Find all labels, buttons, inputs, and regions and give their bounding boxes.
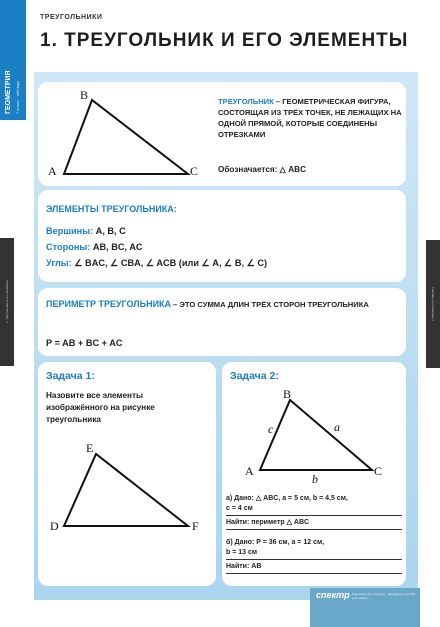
vertex-e-label: E [86, 441, 94, 455]
task2-b-given-cont: b = 13 см [226, 548, 402, 560]
section-label: ТРЕУГОЛЬНИКИ [40, 14, 103, 21]
page-title: 1. ТРЕУГОЛЬНИК И ЕГО ЭЛЕМЕНТЫ [40, 30, 409, 51]
main-triangle-figure [40, 86, 210, 184]
side-c-label: c [268, 422, 274, 436]
publisher-logo: спектр [316, 590, 350, 600]
task2-heading: Задача 2: [230, 370, 279, 382]
perimeter-definition: ПЕРИМЕТР ТРЕУГОЛЬНИКА – ЭТО СУММА ДЛИН ТРЁХ СТОРОН ТРЕУГОЛЬНИКА [46, 299, 369, 309]
triangle-definition: ТРЕУГОЛЬНИК – ГЕОМЕТРИЧЕСКАЯ ФИГУРА, СОСТОЯЩАЯ ИЗ ТРЁХ ТОЧЕК, НЕ ЛЕЖАЩИХ НА ОДНОЙ ПРЯМОЙ, КОТОРЫЕ СОЕДИНЕНЫ ОТРЕЗКАМИ [218, 97, 402, 139]
vertex-a-label: A [245, 464, 254, 478]
subject-label: ГЕОМЕТРИЯ 7 класс · таблицы [5, 70, 20, 114]
task1-triangle-figure [46, 440, 206, 540]
sides-line: Стороны: AB, BC, AC [46, 242, 143, 252]
side-a-label: a [334, 420, 340, 434]
task2-a-given-cont: c = 4 см [226, 504, 402, 516]
elements-heading: ЭЛЕМЕНТЫ ТРЕУГОЛЬНИКА: [46, 204, 177, 214]
vertex-f-label: F [192, 519, 199, 533]
task1-heading: Задача 1: [46, 370, 95, 382]
notation-text: Обозначается: △ ABC [218, 165, 306, 174]
perimeter-formula: P = AB + BC + AC [46, 338, 123, 348]
task2-b-find: Найти: AB [226, 562, 402, 574]
angles-line: Углы: ∠ BAC, ∠ CBA, ∠ ACB (или ∠ A, ∠ B, ∠ C) [46, 258, 268, 268]
vertex-a-label: A [48, 164, 57, 178]
task2-b-given: б) Дано: P = 36 см, a = 12 см, [226, 539, 325, 546]
task1-text: Назовите все элементы изображённого на рисунке треугольника [46, 391, 155, 424]
task2-a-given: а) Дано: △ ABC, a = 5 см, b = 4,5 см, [226, 495, 348, 502]
task2-triangle-figure [240, 386, 390, 482]
right-side-tab: Таблицы по геометрии 7 [426, 240, 440, 368]
vertices-line: Вершины: A, B, C [46, 226, 126, 236]
vertex-b-label: B [283, 387, 292, 401]
vertex-d-label: D [50, 519, 59, 533]
task2-a-find: Найти: периметр △ ABC [226, 518, 402, 530]
publisher-info: Издательство «Спектр» · наглядные пособия для школы [352, 592, 416, 600]
vertex-c-label: C [190, 164, 199, 178]
subject-sidebar [0, 0, 26, 120]
side-b-label: b [312, 472, 318, 486]
vertex-c-label: C [374, 464, 383, 478]
vertex-b-label: B [80, 88, 89, 102]
left-side-tab: 1. Треугольник и его элементы [0, 238, 14, 366]
task2-problems [226, 494, 402, 576]
